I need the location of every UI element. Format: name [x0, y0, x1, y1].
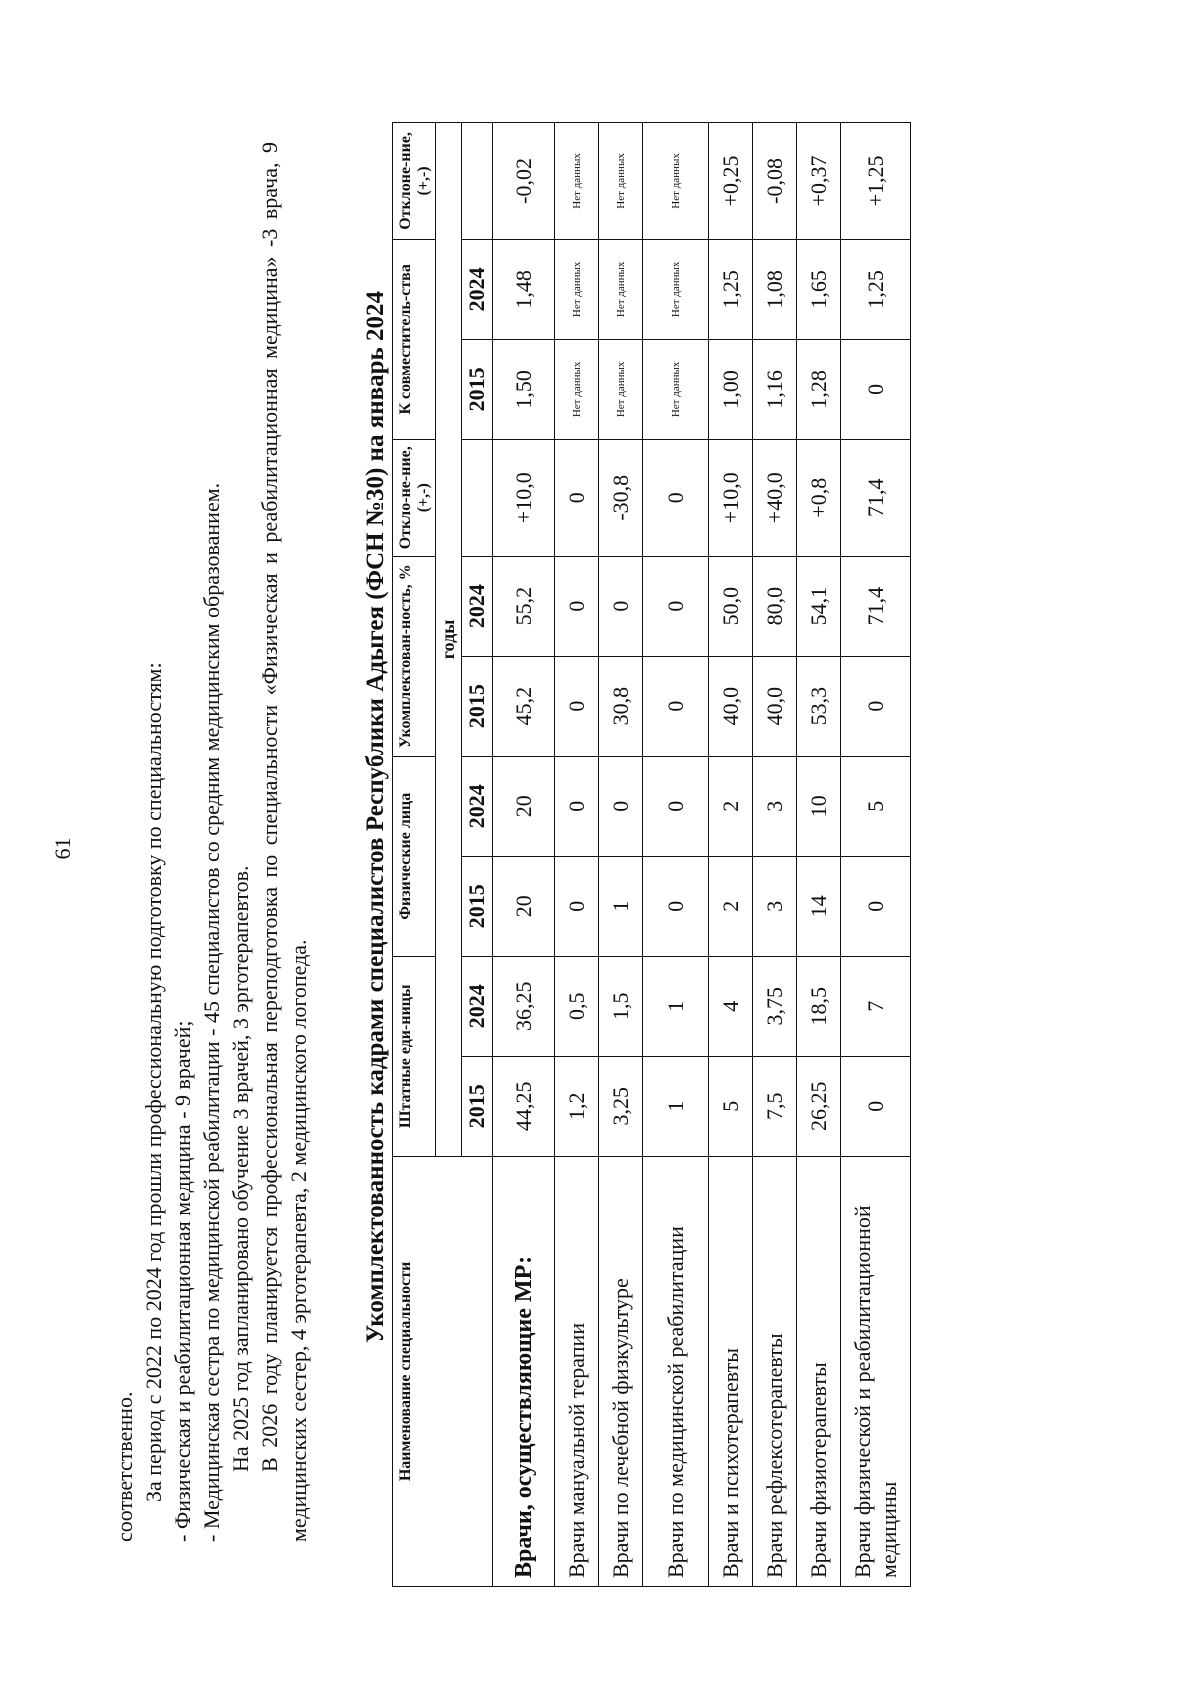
year-header: 2015	[462, 339, 493, 439]
row-name: Врачи, осуществляющие МР:	[493, 1156, 555, 1586]
cell: 80,0	[753, 556, 797, 656]
cell: Нет данных	[555, 339, 599, 439]
year-header: 2024	[462, 756, 493, 856]
cell: 7	[841, 956, 911, 1056]
table-row	[643, 123, 709, 1587]
paragraph: В 2026 году планируется профессиональная переподготовка по специальности «Физическая и реабилитационная медицина» -3 врача, 9 медицинских сестер, 4 эрготерапевта, 2 медицинского логопеда.	[257, 142, 311, 1542]
cell: 3,75	[753, 956, 797, 1056]
cell: 36,25	[493, 956, 555, 1056]
cell: 26,25	[797, 1056, 841, 1156]
year-header: 2024	[462, 556, 493, 656]
cell: 0	[599, 556, 643, 656]
cell: 1,08	[753, 239, 797, 339]
header-staffing: Укомплектован-ность, %	[393, 556, 436, 756]
cell: Нет данных	[643, 123, 709, 240]
cell: 1,48	[493, 239, 555, 339]
table-row	[841, 123, 911, 1587]
cell: 54,1	[797, 556, 841, 656]
cell: 1	[599, 856, 643, 956]
cell: 1,65	[797, 239, 841, 339]
cell: Нет данных	[599, 339, 643, 439]
row-name: Врачи физиотерапевты	[797, 1156, 841, 1586]
cell: Нет данных	[643, 239, 709, 339]
cell: -30,8	[599, 439, 643, 556]
empty-header	[462, 123, 493, 240]
header-persons: Физические лица	[393, 756, 436, 956]
cell: 0	[643, 856, 709, 956]
table-row	[555, 123, 599, 1587]
table-row	[753, 123, 797, 1587]
paragraph: соответственно.	[112, 1391, 137, 1542]
table-row	[709, 123, 753, 1587]
paragraph: За период с 2022 по 2024 год прошли профессиональную подготовку по специальностям:	[141, 662, 166, 1502]
cell: 44,25	[493, 1056, 555, 1156]
cell: 5	[841, 756, 911, 856]
header-name: Наименование специальности	[393, 1156, 493, 1586]
cell: 3	[753, 756, 797, 856]
paragraph: - Физическая и реабилитационная медицина - 9 врачей;	[170, 1020, 195, 1542]
cell: 7,5	[753, 1056, 797, 1156]
page-number: 61	[50, 837, 75, 860]
year-header: 2024	[462, 239, 493, 339]
header-staff-units: Штатные еди-ницы	[393, 956, 436, 1156]
staffing-table	[392, 122, 911, 1587]
cell: 0	[555, 856, 599, 956]
cell: -0,08	[753, 123, 797, 240]
cell: 45,2	[493, 656, 555, 756]
cell: 0	[555, 756, 599, 856]
header-deviation-2: Отклоне-ние, (+,-)	[393, 123, 436, 240]
cell: Нет данных	[599, 123, 643, 240]
cell: Нет данных	[599, 239, 643, 339]
cell: 0	[555, 656, 599, 756]
cell: 53,3	[797, 656, 841, 756]
cell: 50,0	[709, 556, 753, 656]
cell: 0	[643, 756, 709, 856]
cell: 71,4	[841, 439, 911, 556]
row-name: Врачи по медицинской реабилитации	[643, 1156, 709, 1586]
paragraph: На 2025 год запланировано обучение 3 врачей, 3 эрготерапевтов.	[228, 865, 253, 1472]
cell: 0	[643, 556, 709, 656]
row-name: Врачи по лечебной физкультуре	[599, 1156, 643, 1586]
cell: +40,0	[753, 439, 797, 556]
cell: +10,0	[493, 439, 555, 556]
cell: +0,37	[797, 123, 841, 240]
cell: +10,0	[709, 439, 753, 556]
cell: 30,8	[599, 656, 643, 756]
cell: 0	[841, 339, 911, 439]
row-name: Врачи и психотерапевты	[709, 1156, 753, 1586]
cell: 1,5	[599, 956, 643, 1056]
cell: 4	[709, 956, 753, 1056]
year-header: 2015	[462, 1056, 493, 1156]
cell: 5	[709, 1056, 753, 1156]
cell: 0	[643, 656, 709, 756]
cell: Нет данных	[555, 239, 599, 339]
header-combination: К совместитель-ства	[393, 239, 436, 439]
cell: 40,0	[709, 656, 753, 756]
cell: Нет данных	[555, 123, 599, 240]
cell: Нет данных	[643, 339, 709, 439]
cell: 0,5	[555, 956, 599, 1056]
header-years: годы	[436, 123, 462, 1157]
cell: 1,25	[841, 239, 911, 339]
cell: 1	[643, 1056, 709, 1156]
cell: 0	[555, 439, 599, 556]
cell: 3,25	[599, 1056, 643, 1156]
paragraph: - Медицинская сестра по медицинской реабилитации - 45 специалистов со средним медицинским образованием.	[199, 482, 224, 1542]
cell: -0,02	[493, 123, 555, 240]
cell: 2	[709, 856, 753, 956]
cell: 0	[841, 856, 911, 956]
cell: 1,25	[709, 239, 753, 339]
year-header: 2015	[462, 856, 493, 956]
cell: 0	[841, 1056, 911, 1156]
cell: 1,28	[797, 339, 841, 439]
table-row	[797, 123, 841, 1587]
row-name: Врачи мануальной терапии	[555, 1156, 599, 1586]
cell: 20	[493, 756, 555, 856]
cell: 3	[753, 856, 797, 956]
cell: +1,25	[841, 123, 911, 240]
table-row	[493, 123, 555, 1587]
cell: 0	[643, 439, 709, 556]
cell: 20	[493, 856, 555, 956]
cell: 14	[797, 856, 841, 956]
year-header: 2024	[462, 956, 493, 1056]
body-text	[110, 142, 313, 1542]
empty-header	[462, 439, 493, 556]
cell: 55,2	[493, 556, 555, 656]
cell: 0	[599, 756, 643, 856]
cell: 10	[797, 756, 841, 856]
header-deviation: Откло-не-ние,(+,-)	[393, 439, 436, 556]
cell: +0,25	[709, 123, 753, 240]
cell: 71,4	[841, 556, 911, 656]
cell: 0	[841, 656, 911, 756]
cell: 1	[643, 956, 709, 1056]
cell: +0,8	[797, 439, 841, 556]
row-name: Врачи физической и реабилитационной медицины	[841, 1156, 911, 1586]
year-header: 2015	[462, 656, 493, 756]
cell: 0	[555, 556, 599, 656]
row-name: Врачи рефлексотерапевты	[753, 1156, 797, 1586]
cell: 40,0	[753, 656, 797, 756]
cell: 18,5	[797, 956, 841, 1056]
cell: 2	[709, 756, 753, 856]
table-row	[599, 123, 643, 1587]
cell: 1,2	[555, 1056, 599, 1156]
table-title: Укомплектованность кадрами специалистов Республики Адыгея (ФСН №30) на январь 2024	[362, 290, 389, 1344]
cell: 1,50	[493, 339, 555, 439]
cell: 1,00	[709, 339, 753, 439]
cell: 1,16	[753, 339, 797, 439]
